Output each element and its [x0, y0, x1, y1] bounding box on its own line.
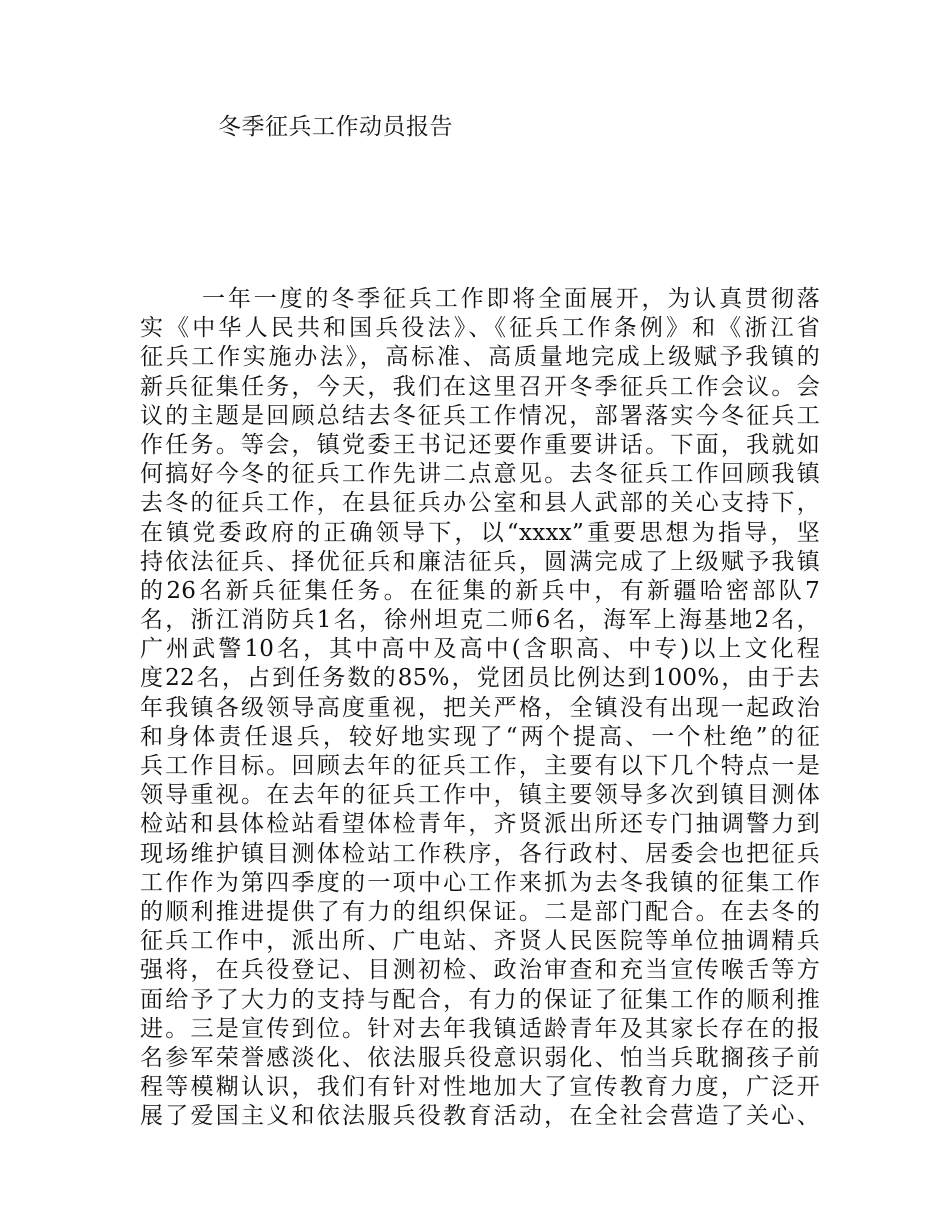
document-body — [140, 285, 820, 1131]
text-line: 广州武警10名，其中高中及高中(含职高、中专)以上文化程 — [140, 636, 820, 663]
text-line: 作任务。等会，镇党委王书记还要作重要讲话。下面，我就如 — [140, 431, 820, 458]
text-line: 何搞好今冬的征兵工作先讲二点意见。去冬征兵工作回顾我镇 — [140, 461, 820, 488]
text-line: 进。三是宣传到位。针对去年我镇适龄青年及其家长存在的报 — [140, 1015, 820, 1042]
text-line: 名，浙江消防兵1名，徐州坦克二师6名，海军上海基地2名， — [140, 607, 820, 634]
text-line: 年我镇各级领导高度重视，把关严格，全镇没有出现一起政治 — [140, 694, 820, 721]
text-line: 展了爱国主义和依法服兵役教育活动，在全社会营造了关心、 — [140, 1103, 820, 1130]
text-line: 和身体责任退兵，较好地实现了“两个提高、一个杜绝”的征 — [140, 723, 820, 750]
text-line: 名参军荣誉感淡化、依法服兵役意识弱化、怕当兵耽搁孩子前 — [140, 1044, 820, 1071]
text-line: 议的主题是回顾总结去冬征兵工作情况，部署落实今冬征兵工 — [140, 402, 820, 429]
text-line: 领导重视。在去年的征兵工作中，镇主要领导多次到镇目测体 — [140, 782, 820, 809]
text-line: 的顺利推进提供了有力的组织保证。二是部门配合。在去冬的 — [140, 898, 820, 925]
text-line: 工作作为第四季度的一项中心工作来抓为去冬我镇的征集工作 — [140, 869, 820, 896]
text-line: 兵工作目标。回顾去年的征兵工作，主要有以下几个特点一是 — [140, 753, 820, 779]
text-line: 程等模糊认识，我们有针对性地加大了宣传教育力度，广泛开 — [140, 1074, 820, 1101]
text-line: 面给予了大力的支持与配合，有力的保证了征集工作的顺利推 — [140, 986, 820, 1013]
text-line: 强将，在兵役登记、目测初检、政治审查和充当宣传喉舌等方 — [140, 957, 820, 984]
document-title: 冬季征兵工作动员报告 — [218, 114, 453, 140]
text-line: 现场维护镇目测体检站工作秩序，各行政村、居委会也把征兵 — [140, 840, 820, 867]
text-line: 的26名新兵征集任务。在征集的新兵中，有新疆哈密部队7 — [140, 577, 820, 604]
text-line: 新兵征集任务，今天，我们在这里召开冬季征兵工作会议。会 — [140, 373, 820, 400]
text-line: 征兵工作实施办法》，高标准、高质量地完成上级赋予我镇的 — [140, 344, 820, 371]
text-line: 实《中华人民共和国兵役法》、《征兵工作条例》和《浙江省 — [140, 315, 820, 342]
text-line: 征兵工作中，派出所、广电站、齐贤人民医院等单位抽调精兵 — [140, 928, 820, 955]
text-line: 检站和县体检站看望体检青年，齐贤派出所还专门抽调警力到 — [140, 811, 820, 838]
text-line: 在镇党委政府的正确领导下，以“xxxx”重要思想为指导，坚 — [140, 519, 820, 546]
text-line: 一年一度的冬季征兵工作即将全面展开，为认真贯彻落 — [202, 286, 820, 312]
text-line: 去冬的征兵工作，在县征兵办公室和县人武部的关心支持下， — [140, 490, 820, 517]
text-line: 度22名，占到任务数的85%，党团员比例达到100%，由于去 — [140, 665, 820, 692]
text-line: 持依法征兵、择优征兵和廉洁征兵，圆满完成了上级赋予我镇 — [140, 548, 820, 575]
